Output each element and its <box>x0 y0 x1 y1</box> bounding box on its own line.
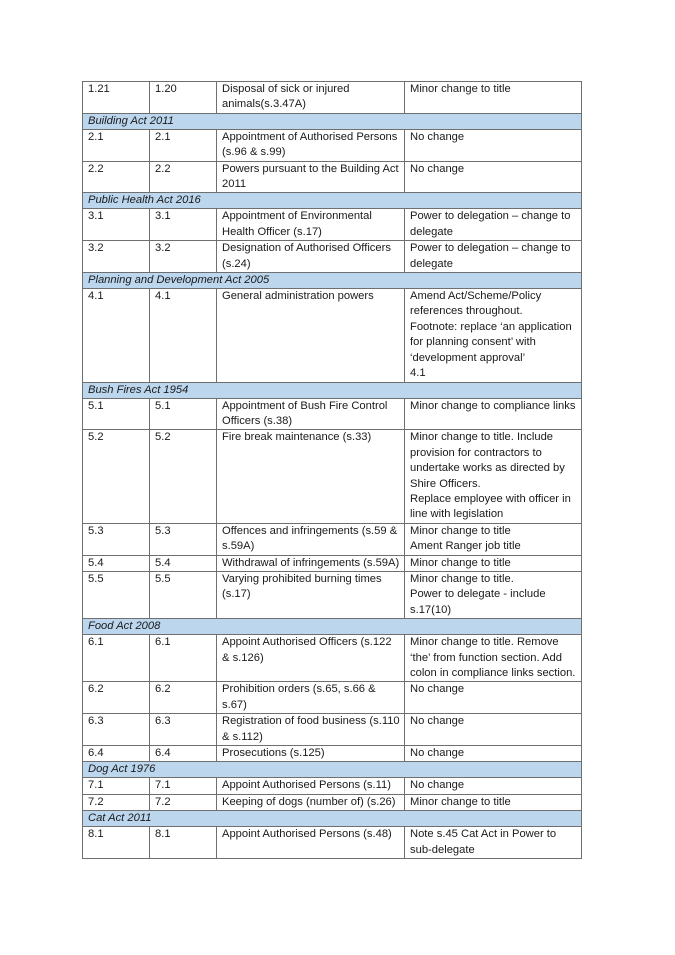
section-title: Bush Fires Act 1954 <box>83 382 582 398</box>
function-cell: Offences and infringements (s.59 & s.59A) <box>217 523 405 555</box>
section-header-row <box>83 762 582 778</box>
old-number-cell: 2.1 <box>83 129 150 161</box>
new-number-cell: 6.3 <box>150 714 217 746</box>
old-number-cell: 6.2 <box>83 682 150 714</box>
table-row <box>83 682 582 714</box>
old-number-cell: 8.1 <box>83 827 150 859</box>
change-note-cell: No change <box>405 714 582 746</box>
table-row <box>83 778 582 794</box>
old-number-cell: 5.1 <box>83 398 150 430</box>
function-cell: Designation of Authorised Officers (s.24) <box>217 241 405 273</box>
function-cell: Withdrawal of infringements (s.59A) <box>217 555 405 571</box>
function-cell: Powers pursuant to the Building Act 2011 <box>217 161 405 193</box>
change-note-cell: No change <box>405 129 582 161</box>
table-row <box>83 241 582 273</box>
new-number-cell: 6.4 <box>150 746 217 762</box>
function-cell: Prosecutions (s.125) <box>217 746 405 762</box>
new-number-cell: 5.4 <box>150 555 217 571</box>
new-number-cell: 3.2 <box>150 241 217 273</box>
document-page <box>82 81 581 859</box>
section-header-row <box>83 811 582 827</box>
new-number-cell: 6.1 <box>150 635 217 682</box>
function-cell: Registration of food business (s.110 & s.112) <box>217 714 405 746</box>
table-row <box>83 129 582 161</box>
old-number-cell: 6.1 <box>83 635 150 682</box>
function-cell: Disposal of sick or injured animals(s.3.47A) <box>217 82 405 114</box>
change-note-cell: Minor change to title. Remove ‘the’ from function section. Add colon in compliance links section. <box>405 635 582 682</box>
new-number-cell: 5.5 <box>150 571 217 618</box>
function-cell: Appointment of Authorised Persons (s.96 & s.99) <box>217 129 405 161</box>
table-row <box>83 714 582 746</box>
old-number-cell: 5.5 <box>83 571 150 618</box>
delegations-table <box>82 81 582 859</box>
new-number-cell: 5.2 <box>150 430 217 523</box>
change-note-cell: Minor change to title <box>405 82 582 114</box>
function-cell: Appoint Authorised Persons (s.48) <box>217 827 405 859</box>
section-header-row <box>83 193 582 209</box>
old-number-cell: 3.1 <box>83 209 150 241</box>
table-row <box>83 209 582 241</box>
change-note-cell: No change <box>405 746 582 762</box>
new-number-cell: 2.1 <box>150 129 217 161</box>
section-title: Planning and Development Act 2005 <box>83 273 582 289</box>
new-number-cell: 1.20 <box>150 82 217 114</box>
change-note-cell: Note s.45 Cat Act in Power to sub-delegate <box>405 827 582 859</box>
old-number-cell: 5.4 <box>83 555 150 571</box>
table-row <box>83 571 582 618</box>
new-number-cell: 5.1 <box>150 398 217 430</box>
change-note-cell: Minor change to compliance links <box>405 398 582 430</box>
new-number-cell: 7.1 <box>150 778 217 794</box>
section-title: Cat Act 2011 <box>83 811 582 827</box>
section-header-row <box>83 113 582 129</box>
function-cell: Keeping of dogs (number of) (s.26) <box>217 794 405 810</box>
old-number-cell: 5.2 <box>83 430 150 523</box>
change-note-cell: No change <box>405 161 582 193</box>
old-number-cell: 6.3 <box>83 714 150 746</box>
section-title: Food Act 2008 <box>83 619 582 635</box>
section-header-row <box>83 273 582 289</box>
function-cell: Appointment of Bush Fire Control Officers (s.38) <box>217 398 405 430</box>
old-number-cell: 5.3 <box>83 523 150 555</box>
section-title: Dog Act 1976 <box>83 762 582 778</box>
function-cell: Varying prohibited burning times (s.17) <box>217 571 405 618</box>
table-row <box>83 430 582 523</box>
change-note-cell: Minor change to title Ament Ranger job title <box>405 523 582 555</box>
table-row <box>83 398 582 430</box>
table-row <box>83 523 582 555</box>
old-number-cell: 3.2 <box>83 241 150 273</box>
table-row <box>83 794 582 810</box>
function-cell: Appoint Authorised Persons (s.11) <box>217 778 405 794</box>
change-note-cell: Minor change to title. Power to delegate - include s.17(10) <box>405 571 582 618</box>
change-note-cell: No change <box>405 778 582 794</box>
section-title: Building Act 2011 <box>83 113 582 129</box>
function-cell: Appoint Authorised Officers (s.122 & s.126) <box>217 635 405 682</box>
new-number-cell: 3.1 <box>150 209 217 241</box>
change-note-cell: Minor change to title <box>405 794 582 810</box>
function-cell: Prohibition orders (s.65, s.66 & s.67) <box>217 682 405 714</box>
function-cell: Appointment of Environmental Health Officer (s.17) <box>217 209 405 241</box>
change-note-cell: Minor change to title. Include provision for contractors to undertake works as directed by Shire Officers. Replace employee with officer in line with legislation <box>405 430 582 523</box>
function-cell: General administration powers <box>217 289 405 382</box>
change-note-cell: No change <box>405 682 582 714</box>
old-number-cell: 2.2 <box>83 161 150 193</box>
section-header-row <box>83 619 582 635</box>
change-note-cell: Power to delegation – change to delegate <box>405 241 582 273</box>
old-number-cell: 1.21 <box>83 82 150 114</box>
table-row <box>83 161 582 193</box>
change-note-cell: Power to delegation – change to delegate <box>405 209 582 241</box>
function-cell: Fire break maintenance (s.33) <box>217 430 405 523</box>
table-row <box>83 746 582 762</box>
change-note-cell: Minor change to title <box>405 555 582 571</box>
table-row <box>83 635 582 682</box>
new-number-cell: 8.1 <box>150 827 217 859</box>
old-number-cell: 4.1 <box>83 289 150 382</box>
section-title: Public Health Act 2016 <box>83 193 582 209</box>
new-number-cell: 2.2 <box>150 161 217 193</box>
change-note-cell: Amend Act/Scheme/Policy references throughout. Footnote: replace ‘an application for planning consent’ with ‘development approval’ 4.1 <box>405 289 582 382</box>
table-row <box>83 827 582 859</box>
delegations-table-body <box>83 82 582 859</box>
new-number-cell: 7.2 <box>150 794 217 810</box>
old-number-cell: 7.2 <box>83 794 150 810</box>
section-header-row <box>83 382 582 398</box>
old-number-cell: 7.1 <box>83 778 150 794</box>
new-number-cell: 4.1 <box>150 289 217 382</box>
table-row <box>83 555 582 571</box>
new-number-cell: 6.2 <box>150 682 217 714</box>
table-row <box>83 289 582 382</box>
new-number-cell: 5.3 <box>150 523 217 555</box>
table-row <box>83 82 582 114</box>
old-number-cell: 6.4 <box>83 746 150 762</box>
